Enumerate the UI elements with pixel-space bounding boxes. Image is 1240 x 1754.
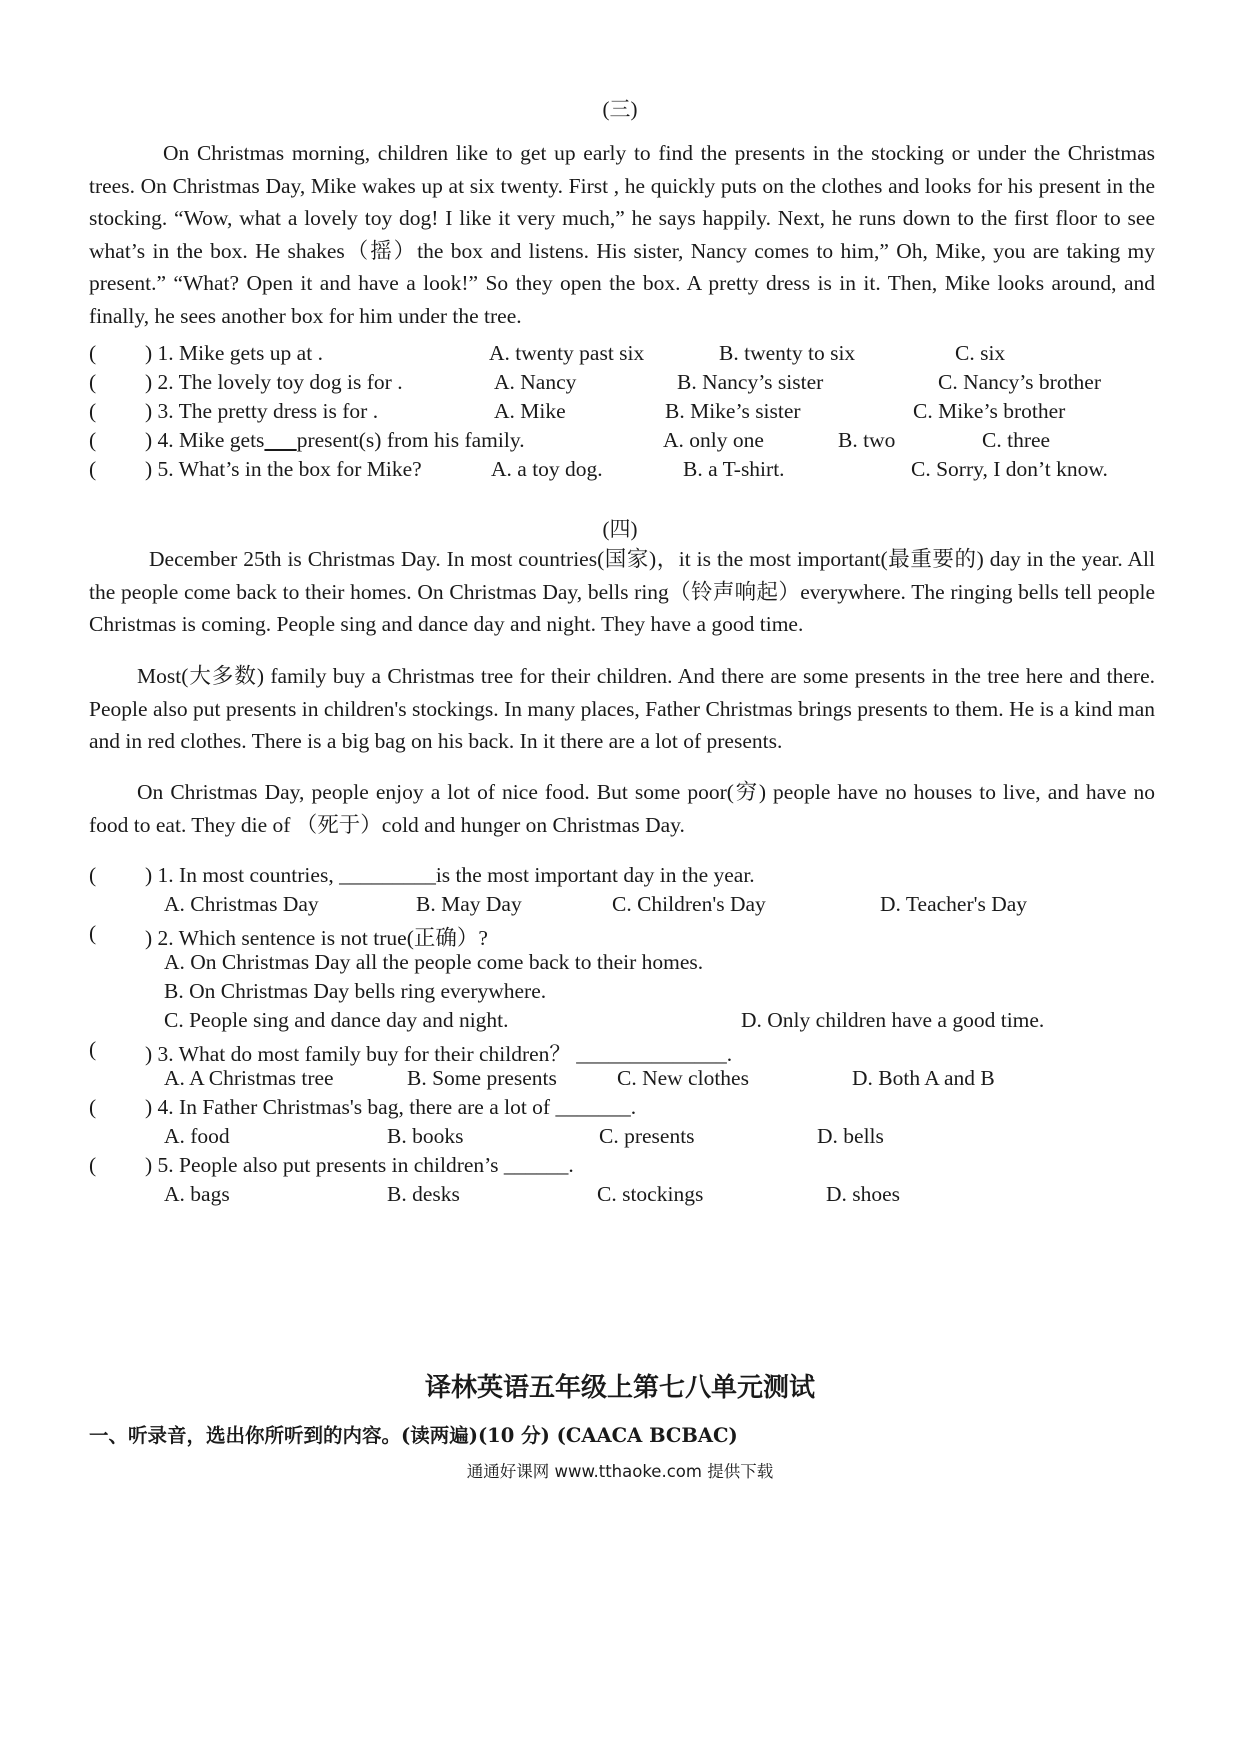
option-c: C. New clothes [617,1066,749,1090]
question-stem: ) 1. In most countries, _________is the most important day in the year. [145,863,755,887]
option-a: A. Christmas Day [164,892,319,916]
option-a: A. A Christmas tree [164,1066,334,1090]
option-c: C. three [982,428,1051,452]
answer-bracket[interactable]: ( [89,1037,97,1061]
option-a: A. a toy dog. [491,457,603,481]
section-heading-3: (三) [602,97,638,121]
option-a: A. twenty past six [489,341,645,365]
answer-bracket[interactable]: ( [89,863,97,887]
option-d: D. Both A and B [852,1066,995,1090]
section-1-heading: 一、听录音，选出你所听到的内容。(读两遍)(10 分) (CAACA BCBAC) [89,1424,738,1447]
option-d: D. shoes [826,1182,901,1206]
option-c: C. People sing and dance day and night. [164,1008,509,1032]
answer-bracket[interactable]: ( [89,370,97,394]
section-heading-4: (四) [602,517,638,541]
option-a: A. food [164,1124,230,1148]
option-b: B. On Christmas Day bells ring everywhere. [164,979,547,1003]
option-c: C. six [955,341,1006,365]
option-a: A. On Christmas Day all the people come back to their homes. [164,950,704,974]
footer-credit: 通通好课网 www.tthaoke.com 提供下载 [466,1462,774,1481]
option-c: C. Nancy’s brother [938,370,1102,394]
question-stem: ) 2. The lovely toy dog is for . [145,370,403,394]
question-stem: ) 3. What do most family buy for their children？ ______________. [145,1042,733,1066]
answer-bracket[interactable]: ( [89,399,97,423]
option-b: B. twenty to six [719,341,856,365]
option-d: D. Teacher's Day [880,892,1028,916]
option-a: A. only one [663,428,764,452]
answer-bracket[interactable]: ( [89,1153,97,1177]
answer-bracket[interactable]: ( [89,428,97,452]
option-a: A. Nancy [494,370,577,394]
question-stem: ) 3. The pretty dress is for . [145,399,379,423]
stem-text: present(s) from his family. [296,428,525,452]
option-d: D. bells [817,1124,884,1148]
test-title: 译林英语五年级上第七八单元测试 [424,1373,815,1403]
passage-4-paragraph-3: On Christmas Day, people enjoy a lot of nice food. But some poor(穷) people have no houses to live, and have no food to eat. They die of （死于）cold and hunger on Christmas Day. [89,780,1155,837]
passage-4-paragraph-2: Most(大多数) family buy a Christmas tree for their children. And there are some presents in the tree here and there. People also put presents in children's stockings. In many places, Father Christmas brings presents to them. He is a kind man and in red clothes. There is a big bag on his back. In it there are a lot of presents. [89,664,1155,753]
question-stem: ) 5. What’s in the box for Mike? [145,457,422,481]
option-c: C. Mike’s brother [913,399,1066,423]
option-b: B. books [387,1124,464,1148]
option-b: B. Nancy’s sister [677,370,824,394]
option-b: B. a T-shirt. [683,457,785,481]
option-c: C. presents [599,1124,695,1148]
option-b: B. May Day [416,892,522,916]
option-c: C. stockings [597,1182,704,1206]
question-stem: ) 4. In Father Christmas's bag, there are a lot of _______. [145,1095,637,1119]
answer-bracket[interactable]: ( [89,341,97,365]
option-d: D. Only children have a good time. [741,1008,1045,1032]
question-stem: ) 1. Mike gets up at . [145,341,323,365]
option-b: B. two [838,428,896,452]
option-b: B. desks [387,1182,460,1206]
option-c: C. Children's Day [612,892,766,916]
option-a: A. Mike [494,399,566,423]
passage-3: On Christmas morning, children like to get up early to find the presents in the stocking or under the Christmas trees. On Christmas Day, Mike wakes up at six twenty. First , he quickly puts on the clothes and looks for his present in the stocking. “Wow, what a lovely toy dog! I like it very much,” he says happily. Next, he runs down to the first floor to see what’s in the box. He shakes（摇）the box and listens. His sister, Nancy comes to him,” Oh, Mike, you are taking my present.” “What? Open it and have a look!” So they open the box. A pretty dress is in it. Then, Mike looks around, and finally, he sees another box for him under the tree. [89,141,1155,328]
option-b: B. Mike’s sister [665,399,801,423]
option-a: A. bags [164,1182,230,1206]
question-stem: ) 5. People also put presents in children’s ______. [145,1153,574,1177]
stem-text: ) 4. Mike gets [145,428,265,452]
answer-blank[interactable] [264,428,296,452]
question-stem: ) 2. Which sentence is not true(正确）? [145,926,488,950]
answer-bracket[interactable]: ( [89,1095,97,1119]
answer-bracket[interactable]: ( [89,921,97,945]
passage-4-paragraph-1: December 25th is Christmas Day. In most countries(国家)，it is the most important(最重要的) day in the year. All the people come back to their homes. On Christmas Day, bells ring（铃声响起）everywhere. The ringing bells tell people Christmas is coming. People sing and dance day and night. They have a good time. [89,547,1155,636]
option-b: B. Some presents [407,1066,557,1090]
answer-bracket[interactable]: ( [89,457,97,481]
question-stem [145,428,525,453]
option-c: C. Sorry, I don’t know. [911,457,1108,481]
